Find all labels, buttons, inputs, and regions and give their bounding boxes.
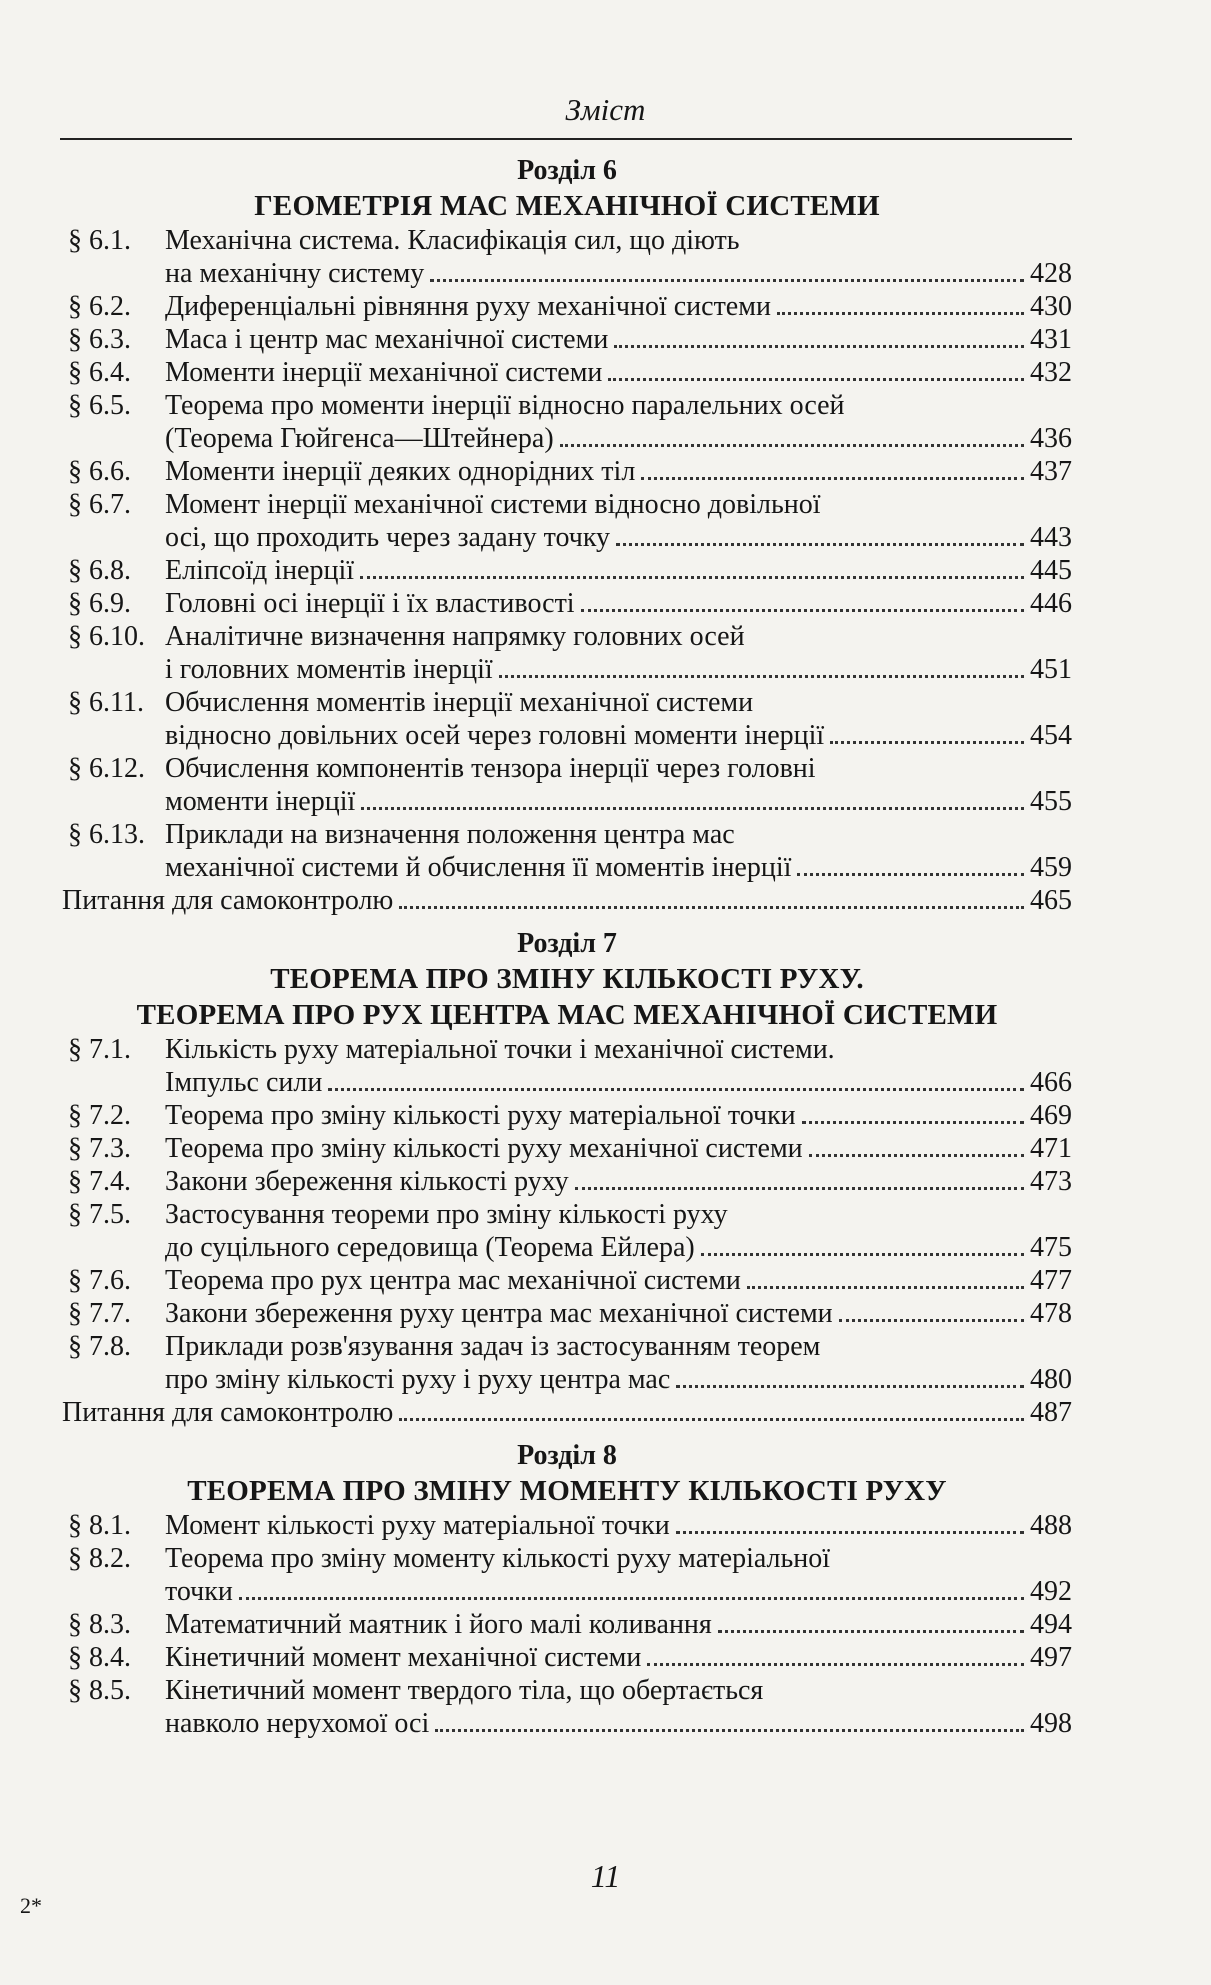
entry-title-text: (Теорема Гюйгенса—Штейнера) <box>165 423 554 454</box>
entry-title-text: Механічна система. Класифікація сил, що діють <box>165 225 740 256</box>
entry-title-text: осі, що проходить через задану точку <box>165 522 611 553</box>
dot-leader <box>499 675 1024 678</box>
entry-body <box>165 554 1072 587</box>
section-title: ТЕОРЕМА ПРО ЗМІНУ КІЛЬКОСТІ РУХУ. <box>270 963 864 995</box>
toc-section <box>62 154 1072 917</box>
entry-last-line <box>165 422 1072 455</box>
section-label: Розділ 6 <box>517 155 617 186</box>
entry-page-number: 437 <box>1030 456 1072 487</box>
entry-page-number: 477 <box>1030 1265 1072 1296</box>
entry-title-text: Обчислення компонентів тензора інерції через головні <box>165 753 816 784</box>
dot-leader <box>802 1121 1024 1124</box>
entry-title-text: Питання для самоконтролю <box>62 885 394 916</box>
entry-body <box>165 389 1072 455</box>
dot-leader <box>435 1729 1024 1732</box>
dot-leader <box>399 1418 1024 1421</box>
entry-number: § 8.2. <box>68 1543 131 1574</box>
entry-page-number: 492 <box>1030 1576 1072 1607</box>
dot-leader <box>239 1597 1024 1600</box>
entry-title-text: моменти інерції <box>165 786 356 817</box>
entry-number: § 8.4. <box>68 1642 131 1673</box>
dot-leader <box>809 1154 1024 1157</box>
entry-title-text: до суцільного середовища (Теорема Ейлера) <box>165 1232 695 1263</box>
toc-entry[interactable] <box>62 290 1072 323</box>
entry-page-number: 445 <box>1030 555 1072 586</box>
entry-page-number: 497 <box>1030 1642 1072 1673</box>
entry-title-text: Аналітичне визначення напрямку головних осей <box>165 621 745 652</box>
entry-number: § 6.8. <box>68 555 131 586</box>
entry-body <box>165 752 1072 818</box>
entry-last-line <box>165 290 1072 323</box>
section-title: ТЕОРЕМА ПРО РУХ ЦЕНТРА МАС МЕХАНІЧНОЇ СИСТЕМИ <box>136 999 998 1031</box>
entry-title-text: Кінетичний момент твердого тіла, що обертається <box>165 1675 764 1706</box>
entry-title-text: про зміну кількості руху і руху центра мас <box>165 1364 671 1395</box>
entry-title-text: Теорема про моменти інерції відносно паралельних осей <box>165 390 845 421</box>
entry-number: § 6.13. <box>68 819 145 850</box>
toc-entry[interactable] <box>62 818 1072 884</box>
entry-body <box>165 1264 1072 1297</box>
entry-title-text: механічної системи й обчислення її моментів інерції <box>165 852 792 883</box>
entry-title-text: Приклади на визначення положення центра мас <box>165 819 735 850</box>
entry-last-line <box>165 1608 1072 1641</box>
section-label: Розділ 7 <box>517 928 617 959</box>
toc-entry[interactable] <box>62 620 1072 686</box>
entry-number: § 6.12. <box>68 753 145 784</box>
entry-body <box>165 1198 1072 1264</box>
dot-leader <box>676 1385 1024 1388</box>
entry-last-line <box>165 1363 1072 1396</box>
entry-title-text: на механічну систему <box>165 258 425 289</box>
entry-last-line <box>165 521 1072 554</box>
entry-title-text: Теорема про зміну кількості руху матеріальної точки <box>165 1100 796 1131</box>
entry-page-number: 465 <box>1030 885 1072 916</box>
dot-leader <box>701 1253 1024 1256</box>
entry-number: § 8.1. <box>68 1510 131 1541</box>
entry-last-line <box>165 587 1072 620</box>
entry-page-number: 436 <box>1030 423 1072 454</box>
entry-title-text: Питання для самоконтролю <box>62 1397 394 1428</box>
toc-entry[interactable] <box>62 1033 1072 1099</box>
entry-title-text: Приклади розв'язування задач із застосуванням теорем <box>165 1331 821 1362</box>
page-number: 11 <box>590 1858 621 1894</box>
toc-entry[interactable] <box>62 1641 1072 1674</box>
entry-body <box>165 356 1072 389</box>
entry-last-line <box>165 1509 1072 1542</box>
entry-body <box>165 323 1072 356</box>
entry-body <box>165 1099 1072 1132</box>
entry-number: § 8.5. <box>68 1675 131 1706</box>
entry-body <box>165 1330 1072 1396</box>
toc-entry[interactable] <box>62 356 1072 389</box>
entry-body <box>165 1033 1072 1099</box>
entry-number: § 6.3. <box>68 324 131 355</box>
toc-entry[interactable] <box>62 1396 1072 1429</box>
entry-number: § 6.7. <box>68 489 131 520</box>
entry-body <box>165 1542 1072 1608</box>
entry-title-text: і головних моментів інерції <box>165 654 493 685</box>
table-of-contents <box>62 154 1072 1750</box>
entry-title-text: Маса і центр мас механічної системи <box>165 324 609 355</box>
entry-body <box>165 1641 1072 1674</box>
entry-title-text: Моменти інерції механічної системи <box>165 357 603 388</box>
entry-number: § 8.3. <box>68 1609 131 1640</box>
entry-title-text: Момент інерції механічної системи відносно довільної <box>165 489 821 520</box>
entry-title-text: Теорема про рух центра мас механічної системи <box>165 1265 741 1296</box>
entry-title-text: Кількість руху матеріальної точки і механічної системи. <box>165 1034 835 1065</box>
entry-body <box>62 1396 1072 1429</box>
toc-entry[interactable] <box>62 1330 1072 1396</box>
dot-leader <box>830 741 1024 744</box>
entry-number: § 6.5. <box>68 390 131 421</box>
toc-entry[interactable] <box>62 1608 1072 1641</box>
entry-number: § 6.4. <box>68 357 131 388</box>
dot-leader <box>718 1630 1024 1633</box>
dot-leader <box>575 1187 1024 1190</box>
entry-last-line <box>165 554 1072 587</box>
entry-last-line <box>165 1297 1072 1330</box>
entry-page-number: 459 <box>1030 852 1072 883</box>
toc-entry[interactable] <box>62 1509 1072 1542</box>
entry-body <box>165 1132 1072 1165</box>
dot-leader <box>560 444 1024 447</box>
entry-page-number: 480 <box>1030 1364 1072 1395</box>
entry-title-text: Моменти інерції деяких однорідних тіл <box>165 456 636 487</box>
entry-number: § 7.3. <box>68 1133 131 1164</box>
entry-last-line <box>165 1099 1072 1132</box>
entry-last-line <box>165 785 1072 818</box>
toc-entry[interactable] <box>62 224 1072 290</box>
entry-number: § 7.6. <box>68 1265 131 1296</box>
entry-body <box>165 1608 1072 1641</box>
running-head: Зміст <box>565 92 646 127</box>
entry-page-number: 431 <box>1030 324 1072 355</box>
entry-number: § 6.6. <box>68 456 131 487</box>
entry-last-line <box>165 653 1072 686</box>
entry-title-text: навколо нерухомої осі <box>165 1708 430 1739</box>
entry-last-line <box>165 1707 1072 1740</box>
entry-body <box>62 884 1072 917</box>
section-title: ТЕОРЕМА ПРО ЗМІНУ МОМЕНТУ КІЛЬКОСТІ РУХУ <box>187 1475 947 1507</box>
entry-body <box>165 455 1072 488</box>
entry-number: § 7.7. <box>68 1298 131 1329</box>
entry-page-number: 451 <box>1030 654 1072 685</box>
entry-page-number: 455 <box>1030 786 1072 817</box>
entry-page-number: 454 <box>1030 720 1072 751</box>
toc-entry[interactable] <box>62 1165 1072 1198</box>
entry-title-text: Еліпсоїд інерції <box>165 555 355 586</box>
entry-last-line <box>165 1575 1072 1608</box>
entry-page-number: 466 <box>1030 1067 1072 1098</box>
entry-body <box>165 818 1072 884</box>
entry-last-line <box>165 257 1072 290</box>
toc-section <box>62 927 1072 1429</box>
dot-leader <box>839 1319 1024 1322</box>
entry-body <box>165 587 1072 620</box>
entry-title-text: Головні осі інерції і їх властивості <box>165 588 575 619</box>
entry-last-line <box>165 1231 1072 1264</box>
toc-section <box>62 1439 1072 1740</box>
toc-entry[interactable] <box>62 1264 1072 1297</box>
entry-title-text: Диференціальні рівняння руху механічної системи <box>165 291 771 322</box>
toc-entry[interactable] <box>62 1132 1072 1165</box>
entry-title-text: відносно довільних осей через головні моменти інерції <box>165 720 825 751</box>
entry-body <box>165 290 1072 323</box>
dot-leader <box>430 279 1024 282</box>
dot-leader <box>608 378 1024 381</box>
entry-page-number: 488 <box>1030 1510 1072 1541</box>
entry-page-number: 469 <box>1030 1100 1072 1131</box>
entry-page-number: 446 <box>1030 588 1072 619</box>
dot-leader <box>676 1531 1024 1534</box>
entry-number: § 7.5. <box>68 1199 131 1230</box>
entry-title-text: Математичний маятник і його малі коливання <box>165 1609 712 1640</box>
dot-leader <box>777 312 1024 315</box>
entry-page-number: 471 <box>1030 1133 1072 1164</box>
entry-last-line <box>165 356 1072 389</box>
entry-number: § 7.8. <box>68 1331 131 1362</box>
toc-entry[interactable] <box>62 1198 1072 1264</box>
entry-page-number: 487 <box>1030 1397 1072 1428</box>
entry-title-text: точки <box>165 1576 233 1607</box>
toc-entry[interactable] <box>62 587 1072 620</box>
toc-entry[interactable] <box>62 488 1072 554</box>
section-title: ГЕОМЕТРІЯ МАС МЕХАНІЧНОЇ СИСТЕМИ <box>254 190 880 222</box>
entry-number: § 6.9. <box>68 588 131 619</box>
entry-number: § 6.2. <box>68 291 131 322</box>
dot-leader <box>647 1663 1024 1666</box>
entry-body <box>165 1165 1072 1198</box>
toc-entry[interactable] <box>62 1099 1072 1132</box>
entry-last-line <box>165 323 1072 356</box>
entry-number: § 7.2. <box>68 1100 131 1131</box>
entry-title-text: Кінетичний момент механічної системи <box>165 1642 642 1673</box>
entry-body <box>165 224 1072 290</box>
entry-number: § 6.10. <box>68 621 145 652</box>
entry-last-line <box>165 1132 1072 1165</box>
entry-page-number: 473 <box>1030 1166 1072 1197</box>
entry-title-text: Момент кількості руху матеріальної точки <box>165 1510 670 1541</box>
toc-entry[interactable] <box>62 1542 1072 1608</box>
entry-body <box>165 1674 1072 1740</box>
entry-page-number: 428 <box>1030 258 1072 289</box>
entry-number: § 7.1. <box>68 1034 131 1065</box>
toc-entry[interactable] <box>62 884 1072 917</box>
entry-page-number: 494 <box>1030 1609 1072 1640</box>
entry-last-line <box>62 884 1072 917</box>
entry-title-text: Застосування теореми про зміну кількості руху <box>165 1199 728 1230</box>
entry-page-number: 432 <box>1030 357 1072 388</box>
dot-leader <box>581 609 1024 612</box>
entry-last-line <box>165 1264 1072 1297</box>
toc-entry[interactable] <box>62 554 1072 587</box>
dot-leader <box>361 807 1024 810</box>
entry-number: § 7.4. <box>68 1166 131 1197</box>
entry-title-text: Імпульс сили <box>165 1067 323 1098</box>
entry-page-number: 443 <box>1030 522 1072 553</box>
dot-leader <box>616 543 1024 546</box>
header-rule <box>60 138 1072 140</box>
dot-leader <box>797 873 1024 876</box>
entry-last-line <box>165 719 1072 752</box>
entry-page-number: 478 <box>1030 1298 1072 1329</box>
entry-title-text: Теорема про зміну кількості руху механічної системи <box>165 1133 803 1164</box>
entry-body <box>165 488 1072 554</box>
entry-page-number: 475 <box>1030 1232 1072 1263</box>
entry-title-text: Обчислення моментів інерції механічної системи <box>165 687 754 718</box>
dot-leader <box>747 1286 1024 1289</box>
entry-number: § 6.1. <box>68 225 131 256</box>
entry-number: § 6.11. <box>68 687 144 718</box>
entry-title-text: Закони збереження руху центра мас механічної системи <box>165 1298 833 1329</box>
entry-last-line <box>165 851 1072 884</box>
entry-last-line <box>62 1396 1072 1429</box>
entry-body <box>165 620 1072 686</box>
entry-last-line <box>165 455 1072 488</box>
entry-last-line <box>165 1165 1072 1198</box>
toc-entry[interactable] <box>62 686 1072 752</box>
toc-entry[interactable] <box>62 389 1072 455</box>
entry-body <box>165 1509 1072 1542</box>
entry-body <box>165 1297 1072 1330</box>
entry-title-text: Теорема про зміну моменту кількості руху матеріальної <box>165 1543 831 1574</box>
dot-leader <box>641 477 1024 480</box>
toc-entry[interactable] <box>62 1674 1072 1740</box>
section-label: Розділ 8 <box>517 1440 617 1471</box>
toc-entry[interactable] <box>62 1297 1072 1330</box>
entry-title-text: Закони збереження кількості руху <box>165 1166 569 1197</box>
dot-leader <box>614 345 1024 348</box>
signature-mark: 2* <box>20 1893 42 1918</box>
dot-leader <box>328 1088 1024 1091</box>
entry-page-number: 498 <box>1030 1708 1072 1739</box>
toc-entry[interactable] <box>62 752 1072 818</box>
entry-page-number: 430 <box>1030 291 1072 322</box>
toc-entry[interactable] <box>62 323 1072 356</box>
entry-last-line <box>165 1641 1072 1674</box>
dot-leader <box>360 576 1024 579</box>
entry-body <box>165 686 1072 752</box>
entry-last-line <box>165 1066 1072 1099</box>
toc-entry[interactable] <box>62 455 1072 488</box>
dot-leader <box>399 906 1024 909</box>
